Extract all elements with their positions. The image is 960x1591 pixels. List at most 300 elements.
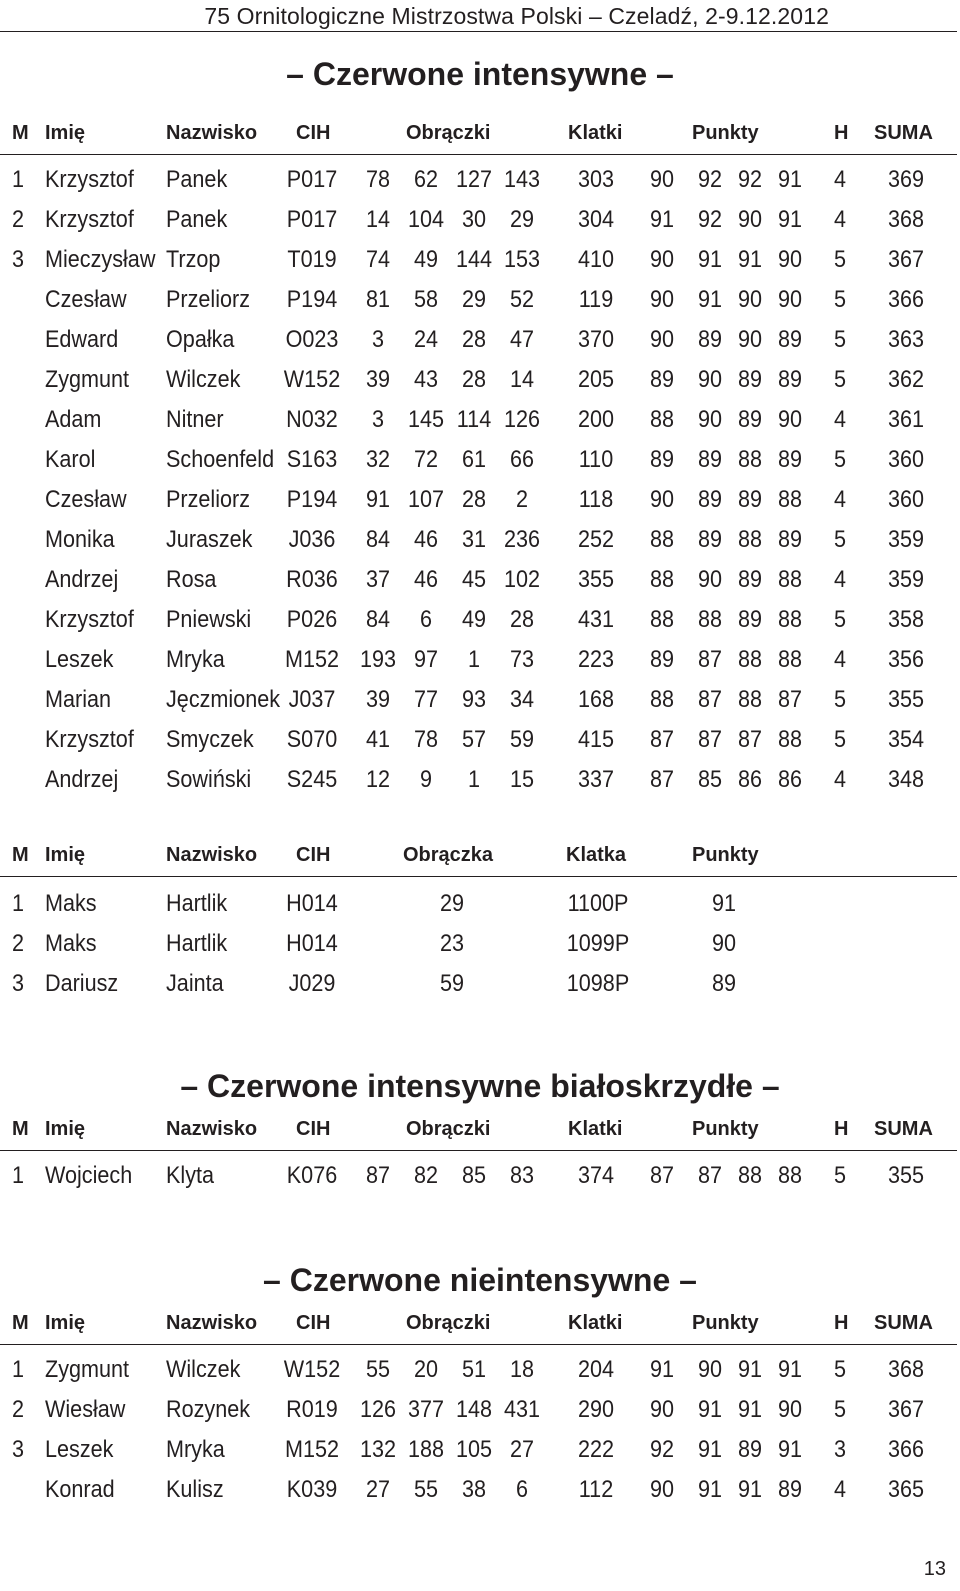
ring-cell: 28 <box>509 606 535 633</box>
column-header-obraczka: Obrączka <box>403 844 494 866</box>
last-name-cell: Rosa <box>166 566 217 593</box>
ring-cell: 43 <box>413 366 439 393</box>
points-cell: 89 <box>737 486 763 513</box>
table-row <box>0 1476 957 1516</box>
points-cell: 87 <box>697 686 723 713</box>
table-row <box>0 246 957 286</box>
points-cell: 92 <box>697 166 723 193</box>
h-cell: 5 <box>833 526 847 553</box>
first-name-cell: Andrzej <box>45 766 119 793</box>
column-header-punkty: Punkty <box>692 844 759 866</box>
sum-cell: 361 <box>887 406 924 433</box>
cih-cell: P017 <box>286 166 338 193</box>
table-row <box>0 1436 957 1476</box>
points-cell: 91 <box>737 1476 763 1503</box>
first-name-cell: Konrad <box>45 1476 115 1503</box>
place-cell: 3 <box>12 1436 25 1463</box>
ring-cell: 74 <box>365 246 391 273</box>
table-row <box>0 566 957 606</box>
first-name-cell: Wiesław <box>45 1396 126 1423</box>
column-header-nazwisko: Nazwisko <box>166 1118 258 1140</box>
points-cell: 90 <box>697 566 723 593</box>
column-header-punkty: Punkty <box>692 122 759 144</box>
ring-cell: 49 <box>413 246 439 273</box>
ring-cell: 39 <box>365 366 391 393</box>
ring-cell: 73 <box>509 646 535 673</box>
cih-cell: M152 <box>284 1436 340 1463</box>
ring-cell: 143 <box>503 166 541 193</box>
ring-cell: 1 <box>467 646 481 673</box>
points-cell: 90 <box>737 326 763 353</box>
sum-cell: 366 <box>887 1436 924 1463</box>
points-cell: 88 <box>697 606 723 633</box>
column-header-imie: Imię <box>45 1118 86 1140</box>
page-header <box>0 0 957 32</box>
column-header-klatki: Klatki <box>568 122 623 144</box>
ring-cell: 153 <box>503 246 541 273</box>
section-title: – Czerwone intensywne – <box>286 56 674 92</box>
table-header <box>0 842 957 877</box>
first-name-cell: Leszek <box>45 1436 114 1463</box>
ring-cell: 104 <box>407 206 445 233</box>
points-cell: 87 <box>697 646 723 673</box>
cage-cell: 337 <box>577 766 615 793</box>
section-title: – Czerwone intensywne białoskrzydłe – <box>180 1068 780 1104</box>
table-row <box>0 890 957 930</box>
table-row <box>0 166 957 206</box>
ring-cell: 83 <box>509 1162 535 1189</box>
sum-cell: 358 <box>887 606 924 633</box>
table-row <box>0 446 957 486</box>
points-cell: 90 <box>649 1396 675 1423</box>
ring-cell: 28 <box>461 486 487 513</box>
ring-cell: 77 <box>413 686 439 713</box>
place-cell: 1 <box>12 890 25 917</box>
points-cell: 87 <box>697 1162 723 1189</box>
column-header-obraczki: Obrączki <box>406 122 491 144</box>
points-cell: 86 <box>737 766 763 793</box>
h-cell: 5 <box>833 726 847 753</box>
h-cell: 4 <box>833 766 847 793</box>
table-row <box>0 646 957 686</box>
ring-cell: 126 <box>503 406 541 433</box>
points-cell: 91 <box>697 1396 723 1423</box>
table-row <box>0 326 957 366</box>
points-cell: 91 <box>737 1356 763 1383</box>
ring-cell: 72 <box>413 446 439 473</box>
cage-cell: 204 <box>577 1356 615 1383</box>
ring-cell: 97 <box>413 646 439 673</box>
points-cell: 90 <box>649 246 675 273</box>
ring-cell: 193 <box>359 646 397 673</box>
place-cell: 3 <box>12 246 25 273</box>
ring-cell: 29 <box>439 890 465 917</box>
sum-cell: 368 <box>887 1356 924 1383</box>
last-name-cell: Jainta <box>166 970 224 997</box>
ring-cell: 46 <box>413 526 439 553</box>
ring-cell: 431 <box>503 1396 541 1423</box>
sum-cell: 360 <box>887 446 924 473</box>
ring-cell: 14 <box>509 366 535 393</box>
ring-cell: 107 <box>407 486 445 513</box>
points-cell: 90 <box>697 366 723 393</box>
cih-cell: J029 <box>288 970 336 997</box>
points-cell: 88 <box>777 606 803 633</box>
table-row <box>0 726 957 766</box>
ring-cell: 84 <box>365 606 391 633</box>
last-name-cell: Panek <box>166 206 228 233</box>
points-cell: 91 <box>737 246 763 273</box>
sum-cell: 348 <box>887 766 924 793</box>
column-header-punkty: Punkty <box>692 1312 759 1334</box>
first-name-cell: Adam <box>45 406 102 433</box>
points-cell: 88 <box>737 646 763 673</box>
points-cell: 91 <box>737 1396 763 1423</box>
ring-cell: 27 <box>365 1476 391 1503</box>
points-cell: 89 <box>737 566 763 593</box>
column-header-nazwisko: Nazwisko <box>166 844 258 866</box>
column-header-klatki: Klatki <box>568 1312 623 1334</box>
points-cell: 90 <box>777 246 803 273</box>
h-cell: 5 <box>833 1396 847 1423</box>
points-cell: 92 <box>697 206 723 233</box>
column-header-suma: SUMA <box>874 1118 933 1140</box>
cage-cell: 119 <box>578 286 614 313</box>
ring-cell: 81 <box>365 286 391 313</box>
ring-cell: 61 <box>461 446 487 473</box>
table-row <box>0 930 957 970</box>
ring-cell: 6 <box>515 1476 529 1503</box>
points-cell: 88 <box>737 1162 763 1189</box>
points-cell: 88 <box>777 726 803 753</box>
sum-cell: 356 <box>887 646 924 673</box>
points-cell: 89 <box>711 970 737 997</box>
points-cell: 88 <box>649 566 675 593</box>
column-header-m: M <box>12 122 29 144</box>
cih-cell: R019 <box>286 1396 338 1423</box>
ring-cell: 45 <box>461 566 487 593</box>
first-name-cell: Karol <box>45 446 96 473</box>
points-cell: 87 <box>697 726 723 753</box>
last-name-cell: Hartlik <box>166 930 228 957</box>
column-header-klatki: Klatki <box>568 1118 623 1140</box>
cage-cell: 200 <box>577 406 615 433</box>
points-cell: 91 <box>777 206 803 233</box>
last-name-cell: Pniewski <box>166 606 252 633</box>
points-cell: 90 <box>649 1476 675 1503</box>
first-name-cell: Czesław <box>45 286 127 313</box>
ring-cell: 132 <box>359 1436 397 1463</box>
cih-cell: M152 <box>284 646 340 673</box>
table-header <box>0 120 957 155</box>
sum-cell: 359 <box>887 526 924 553</box>
first-name-cell: Czesław <box>45 486 127 513</box>
points-cell: 89 <box>697 486 723 513</box>
column-header-klatka: Klatka <box>566 844 627 866</box>
cage-cell: 1100P <box>567 890 629 917</box>
points-cell: 92 <box>737 166 763 193</box>
ring-cell: 148 <box>455 1396 493 1423</box>
cage-cell: 355 <box>577 566 615 593</box>
cih-cell: S070 <box>286 726 338 753</box>
last-name-cell: Rozynek <box>166 1396 251 1423</box>
cih-cell: W152 <box>283 366 341 393</box>
points-cell: 88 <box>737 446 763 473</box>
last-name-cell: Schoenfeld <box>166 446 275 473</box>
points-cell: 88 <box>649 526 675 553</box>
ring-cell: 59 <box>509 726 535 753</box>
ring-cell: 59 <box>439 970 465 997</box>
ring-cell: 126 <box>359 1396 397 1423</box>
last-name-cell: Przeliorz <box>166 486 251 513</box>
place-cell: 2 <box>12 1396 25 1423</box>
last-name-cell: Nitner <box>166 406 224 433</box>
last-name-cell: Juraszek <box>166 526 253 553</box>
h-cell: 5 <box>833 686 847 713</box>
points-cell: 87 <box>777 686 803 713</box>
ring-cell: 55 <box>365 1356 391 1383</box>
points-cell: 88 <box>777 486 803 513</box>
first-name-cell: Zygmunt <box>45 366 130 393</box>
column-header-imie: Imię <box>45 122 86 144</box>
sum-cell: 367 <box>887 246 924 273</box>
ring-cell: 49 <box>461 606 487 633</box>
cih-cell: K039 <box>286 1476 338 1503</box>
h-cell: 4 <box>833 1476 847 1503</box>
points-cell: 87 <box>649 766 675 793</box>
first-name-cell: Krzysztof <box>45 166 134 193</box>
last-name-cell: Trzop <box>166 246 221 273</box>
h-cell: 5 <box>833 606 847 633</box>
first-name-cell: Maks <box>45 930 97 957</box>
cih-cell: P194 <box>286 286 338 313</box>
points-cell: 89 <box>777 1476 803 1503</box>
points-cell: 88 <box>649 606 675 633</box>
ring-cell: 144 <box>455 246 493 273</box>
column-header-suma: SUMA <box>874 1312 933 1334</box>
table-row <box>0 1162 957 1202</box>
points-cell: 89 <box>777 526 803 553</box>
column-header-imie: Imię <box>45 844 86 866</box>
table-row <box>0 686 957 726</box>
cage-cell: 370 <box>577 326 615 353</box>
points-cell: 91 <box>711 890 737 917</box>
section-title: – Czerwone nieintensywne – <box>263 1262 697 1298</box>
place-cell: 1 <box>12 1162 25 1189</box>
points-cell: 91 <box>777 1356 803 1383</box>
column-header-h: H <box>834 1118 849 1140</box>
ring-cell: 34 <box>509 686 535 713</box>
points-cell: 90 <box>737 206 763 233</box>
ring-cell: 78 <box>365 166 391 193</box>
place-cell: 1 <box>12 1356 25 1383</box>
cih-cell: T019 <box>287 246 337 273</box>
cage-cell: 168 <box>577 686 615 713</box>
ring-cell: 29 <box>461 286 487 313</box>
ring-cell: 85 <box>461 1162 487 1189</box>
points-cell: 91 <box>697 1436 723 1463</box>
ring-cell: 32 <box>365 446 391 473</box>
points-cell: 85 <box>697 766 723 793</box>
ring-cell: 93 <box>461 686 487 713</box>
sum-cell: 362 <box>887 366 924 393</box>
column-header-nazwisko: Nazwisko <box>166 122 258 144</box>
ring-cell: 87 <box>365 1162 391 1189</box>
sum-cell: 363 <box>887 326 924 353</box>
ring-cell: 28 <box>461 326 487 353</box>
ring-cell: 105 <box>455 1436 493 1463</box>
table-row <box>0 766 957 806</box>
sum-cell: 359 <box>887 566 924 593</box>
h-cell: 5 <box>833 286 847 313</box>
points-cell: 89 <box>649 646 675 673</box>
points-cell: 90 <box>649 286 675 313</box>
cih-cell: S245 <box>286 766 338 793</box>
sum-cell: 368 <box>887 206 924 233</box>
column-header-cih: CIH <box>296 122 331 144</box>
column-header-m: M <box>12 1118 29 1140</box>
ring-cell: 62 <box>413 166 439 193</box>
table-row <box>0 366 957 406</box>
cage-cell: 118 <box>578 486 614 513</box>
ring-cell: 28 <box>461 366 487 393</box>
ring-cell: 114 <box>456 406 492 433</box>
cage-cell: 223 <box>577 646 615 673</box>
points-cell: 87 <box>649 726 675 753</box>
ring-cell: 188 <box>407 1436 445 1463</box>
points-cell: 88 <box>737 526 763 553</box>
table-row <box>0 286 957 326</box>
points-cell: 90 <box>649 486 675 513</box>
column-header-punkty: Punkty <box>692 1118 759 1140</box>
cih-cell: O023 <box>285 326 339 353</box>
column-header-cih: CIH <box>296 844 331 866</box>
table-row <box>0 486 957 526</box>
cih-cell: J037 <box>288 686 336 713</box>
sum-cell: 360 <box>887 486 924 513</box>
first-name-cell: Andrzej <box>45 566 119 593</box>
column-header-obraczki: Obrączki <box>406 1312 491 1334</box>
points-cell: 90 <box>697 406 723 433</box>
cage-cell: 1098P <box>566 970 630 997</box>
cage-cell: 1099P <box>566 930 630 957</box>
table-header <box>0 1310 957 1345</box>
h-cell: 4 <box>833 206 847 233</box>
points-cell: 89 <box>777 366 803 393</box>
last-name-cell: Przeliorz <box>166 286 251 313</box>
points-cell: 89 <box>697 446 723 473</box>
column-header-cih: CIH <box>296 1312 331 1334</box>
ring-cell: 27 <box>509 1436 535 1463</box>
column-header-imie: Imię <box>45 1312 86 1334</box>
ring-cell: 78 <box>413 726 439 753</box>
points-cell: 88 <box>737 686 763 713</box>
points-cell: 89 <box>737 406 763 433</box>
first-name-cell: Maks <box>45 890 97 917</box>
cage-cell: 303 <box>577 166 615 193</box>
ring-cell: 82 <box>413 1162 439 1189</box>
ring-cell: 24 <box>413 326 439 353</box>
cih-cell: S163 <box>286 446 338 473</box>
ring-cell: 377 <box>407 1396 445 1423</box>
ring-cell: 15 <box>509 766 535 793</box>
last-name-cell: Mryka <box>166 1436 225 1463</box>
last-name-cell: Klyta <box>166 1162 215 1189</box>
column-header-suma: SUMA <box>874 122 933 144</box>
table-row <box>0 526 957 566</box>
cih-cell: N032 <box>286 406 338 433</box>
points-cell: 90 <box>777 1396 803 1423</box>
h-cell: 5 <box>833 446 847 473</box>
cage-cell: 431 <box>577 606 615 633</box>
cih-cell: K076 <box>286 1162 338 1189</box>
h-cell: 5 <box>833 326 847 353</box>
ring-cell: 3 <box>371 326 385 353</box>
cih-cell: W152 <box>283 1356 341 1383</box>
points-cell: 89 <box>697 326 723 353</box>
ring-cell: 66 <box>509 446 535 473</box>
ring-cell: 1 <box>467 766 481 793</box>
cage-cell: 110 <box>578 446 614 473</box>
ring-cell: 3 <box>371 406 385 433</box>
ring-cell: 23 <box>439 930 465 957</box>
sum-cell: 367 <box>887 1396 924 1423</box>
points-cell: 90 <box>711 930 737 957</box>
ring-cell: 58 <box>413 286 439 313</box>
column-header-h: H <box>834 122 849 144</box>
points-cell: 88 <box>777 646 803 673</box>
column-header-cih: CIH <box>296 1118 331 1140</box>
points-cell: 91 <box>777 1436 803 1463</box>
ring-cell: 20 <box>413 1356 439 1383</box>
h-cell: 4 <box>833 646 847 673</box>
first-name-cell: Mieczysław <box>45 246 156 273</box>
points-cell: 91 <box>697 286 723 313</box>
points-cell: 88 <box>649 406 675 433</box>
points-cell: 90 <box>649 326 675 353</box>
ring-cell: 18 <box>509 1356 535 1383</box>
h-cell: 4 <box>833 566 847 593</box>
ring-cell: 30 <box>461 206 487 233</box>
cage-cell: 415 <box>577 726 615 753</box>
cage-cell: 290 <box>577 1396 615 1423</box>
h-cell: 4 <box>833 406 847 433</box>
last-name-cell: Jęczmionek <box>166 686 281 713</box>
cage-cell: 222 <box>577 1436 615 1463</box>
last-name-cell: Kulisz <box>166 1476 224 1503</box>
table-row <box>0 206 957 246</box>
ring-cell: 12 <box>365 766 391 793</box>
points-cell: 89 <box>697 526 723 553</box>
h-cell: 5 <box>833 246 847 273</box>
points-cell: 91 <box>697 246 723 273</box>
cih-cell: J036 <box>288 526 336 553</box>
points-cell: 90 <box>777 406 803 433</box>
ring-cell: 41 <box>365 726 391 753</box>
ring-cell: 2 <box>515 486 529 513</box>
cage-cell: 112 <box>578 1476 614 1503</box>
points-cell: 92 <box>649 1436 675 1463</box>
cih-cell: P194 <box>286 486 338 513</box>
first-name-cell: Leszek <box>45 646 114 673</box>
column-header-obraczki: Obrączki <box>406 1118 491 1140</box>
last-name-cell: Opałka <box>166 326 235 353</box>
table-row <box>0 970 957 1010</box>
page-number: 13 <box>923 1558 946 1580</box>
table-header <box>0 1116 957 1151</box>
sum-cell: 354 <box>887 726 924 753</box>
column-header-m: M <box>12 1312 29 1334</box>
